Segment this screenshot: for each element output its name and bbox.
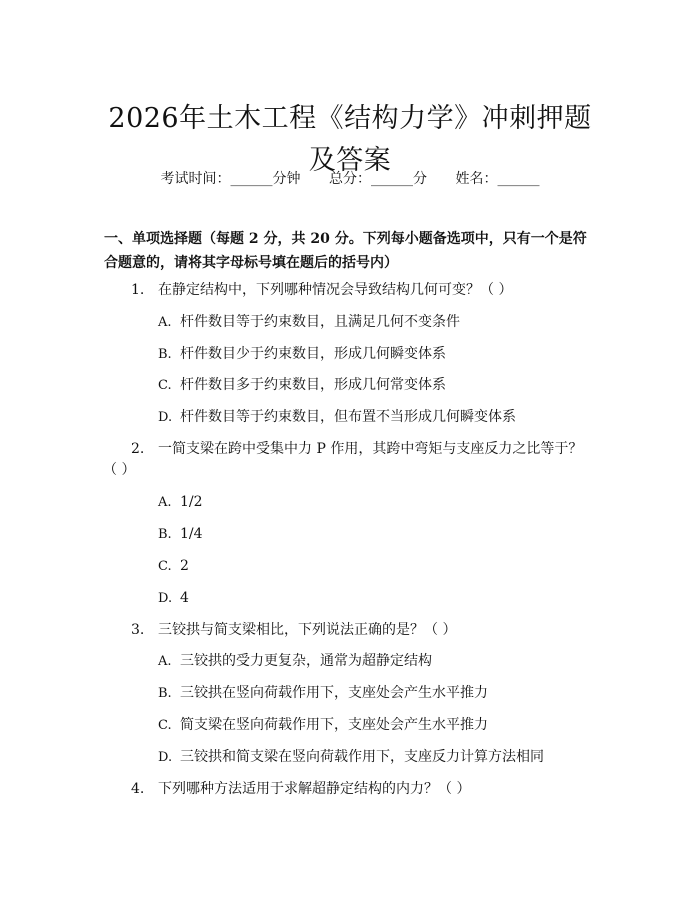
option-1d bbox=[158, 407, 516, 428]
name-field: 姓名：______ bbox=[455, 171, 540, 187]
option-text: 三铰拱和简支梁在竖向荷载作用下，支座反力计算方法相同 bbox=[180, 749, 544, 765]
question-stem: 下列哪种方法适用于求解超静定结构的内力？（ ） bbox=[158, 781, 471, 797]
option-label: C. bbox=[158, 378, 172, 393]
exam-time-field: 考试时间：______分钟 bbox=[160, 171, 301, 187]
option-text: 简支梁在竖向荷载作用下，支座处会产生水平推力 bbox=[180, 717, 488, 733]
option-text: 1/2 bbox=[180, 494, 203, 510]
option-2b bbox=[158, 524, 203, 545]
option-text: 1/4 bbox=[180, 526, 203, 542]
option-3b bbox=[158, 683, 488, 704]
option-1b bbox=[158, 344, 446, 365]
option-label: C. bbox=[158, 559, 172, 574]
option-2a bbox=[158, 492, 203, 513]
question-number: 2. bbox=[131, 441, 145, 457]
option-label: B. bbox=[158, 686, 172, 701]
option-label: B. bbox=[158, 347, 172, 362]
option-label: C. bbox=[158, 718, 172, 733]
exam-info-line bbox=[0, 170, 700, 188]
question-number: 3. bbox=[131, 622, 145, 638]
option-label: A. bbox=[158, 495, 172, 510]
option-text: 三铰拱在竖向荷载作用下，支座处会产生水平推力 bbox=[180, 685, 488, 701]
option-1c bbox=[158, 375, 446, 396]
option-text: 杆件数目少于约束数目，形成几何瞬变体系 bbox=[180, 346, 446, 362]
option-3c bbox=[158, 715, 488, 736]
option-text: 三铰拱的受力更复杂，通常为超静定结构 bbox=[180, 653, 432, 669]
total-score-field: 总分：______分 bbox=[329, 171, 427, 187]
option-label: B. bbox=[158, 527, 172, 542]
option-text: 杆件数目等于约束数目，且满足几何不变条件 bbox=[180, 314, 460, 330]
option-text: 杆件数目多于约束数目，形成几何常变体系 bbox=[180, 377, 446, 393]
section-heading: 一、单项选择题（每题 2 分，共 20 分。下列每小题备选项中，只有一个是符合题意的，请将其字母标号填在题后的括号内） bbox=[104, 231, 587, 271]
question-number: 1. bbox=[131, 282, 145, 298]
option-label: A. bbox=[158, 315, 172, 330]
option-label: D. bbox=[158, 410, 173, 425]
question-stem: 三铰拱与简支梁相比，下列说法正确的是？（ ） bbox=[158, 622, 457, 638]
option-label: D. bbox=[158, 591, 173, 606]
option-text: 4 bbox=[180, 590, 189, 606]
option-2d bbox=[158, 588, 189, 609]
page-title: 2026年土木工程《结构力学》冲刺押题及答案 bbox=[108, 103, 592, 177]
question-number: 4. bbox=[131, 781, 145, 797]
option-label: A. bbox=[158, 654, 172, 669]
option-1a bbox=[158, 312, 460, 333]
option-text: 2 bbox=[180, 558, 189, 574]
option-2c bbox=[158, 556, 189, 577]
question-stem-continuation: （ ） bbox=[103, 462, 136, 478]
question-stem: 一简支梁在跨中受集中力 P 作用，其跨中弯矩与支座反力之比等于？ bbox=[158, 441, 583, 457]
option-3d bbox=[158, 747, 544, 768]
option-3a bbox=[158, 651, 432, 672]
question-stem: 在静定结构中，下列哪种情况会导致结构几何可变？（ ） bbox=[158, 282, 513, 298]
option-text: 杆件数目等于约束数目，但布置不当形成几何瞬变体系 bbox=[180, 409, 516, 425]
option-label: D. bbox=[158, 750, 173, 765]
